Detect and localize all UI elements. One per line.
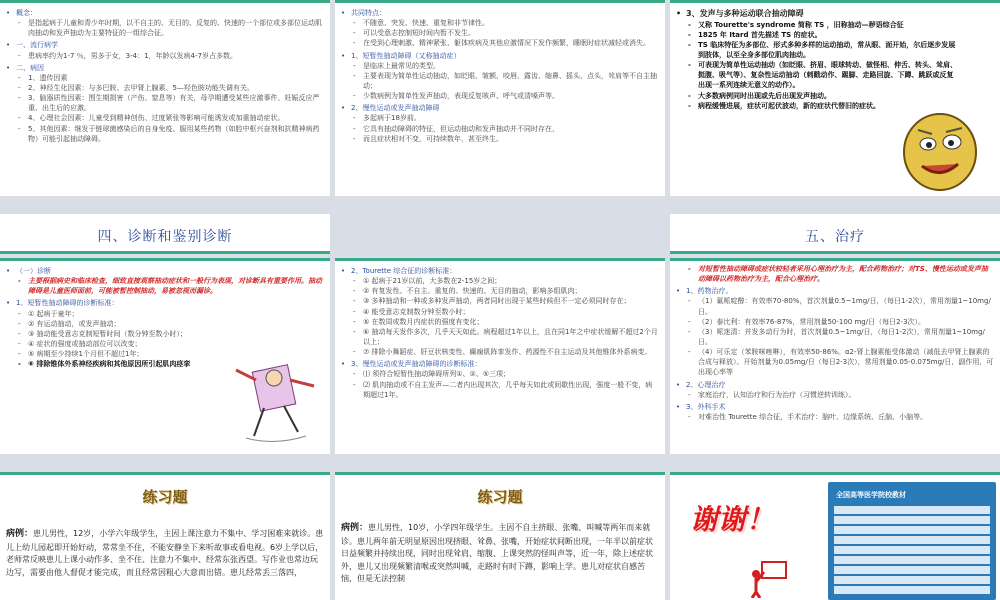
slide-top-bar xyxy=(0,0,330,3)
bullet-item: - ⑤ 病期至少持续1个月但不超过1年； xyxy=(6,349,324,359)
case-label: 病例： xyxy=(6,529,34,539)
bullet-item: - ⑥ 排除锥体外系神经疾病和其他原因所引起肌肉痉挛 xyxy=(6,359,324,369)
case-text xyxy=(341,522,659,594)
slide-bullets xyxy=(6,8,324,144)
bullet-item: - 是临床上最常见的类型。 xyxy=(341,61,659,71)
exercise-title: 练习题 xyxy=(477,488,523,506)
bullet-item: - 3、脑器质性因素：围生期损害（产伤、窒息等）有关，母孕期遭受某些应激事件、妊娠反应严重、出生后的应激。 xyxy=(6,93,324,113)
slide-exercise-2[interactable] xyxy=(335,472,665,600)
bullet-item: - ③ 抽动能受意志克制短暂时间（数分钟至数小时）； xyxy=(6,329,324,339)
bullet-item: - 在受到心理刺激、精神紧张、躯体疾病及其他应激情况下发作频繁，睡眠时症状减轻或消失。 xyxy=(341,38,659,48)
bullet-item: - 大多数病例同时出现或先后出现发声抽动。 xyxy=(676,91,960,101)
slide-tourette-criteria[interactable] xyxy=(335,258,665,454)
bullet-item: - 病程缓慢进展，症状可起伏波动，新的症状代替旧的症状。 xyxy=(676,101,960,111)
bullet-item: - ④ 能受意志克制数分钟至数小时； xyxy=(341,307,659,317)
slide-top-bar xyxy=(0,258,330,261)
bullet-item: - 而且症状相对不变，可持续数年，甚至终生。 xyxy=(341,134,659,144)
bullet-item: - TS 临床特征为多部位、形式多种多样的运动抽动，常从眼、面开始，尔后逐步发展到肢体，以至全身多部位肌肉抽动。 xyxy=(676,40,960,60)
slide-top-bar xyxy=(0,472,330,475)
book-grid xyxy=(834,504,990,594)
slide-bottom-bar xyxy=(0,251,330,254)
bullet-item: - 患病率约为1-7 ％，男多于女，3-4：1，年龄以发病4-7岁占多数。 xyxy=(6,51,324,61)
bullet-item: - ⑴ 须符合短暂性抽动障碍所列①、②、⑤三项； xyxy=(341,369,659,379)
bullet-item: • 二、病因 xyxy=(6,63,324,73)
slide-section-diagnosis[interactable] xyxy=(0,214,330,254)
bullet-item: • 概念： xyxy=(6,8,324,18)
bullet-item: - （1）氟哌啶醇：有效率70-80%，首次剂量0.5~1mg/日，（每日1-2次），常用剂量1~10mg/日。 xyxy=(676,296,994,316)
slide-bullets xyxy=(676,264,994,422)
bullet-item: • 一、流行病学 xyxy=(6,40,324,50)
bullet-item: - 2、神经生化因素：与多巴胺、去甲肾上腺素、5—羟色胺功能失调有关。 xyxy=(6,83,324,93)
bullet-item: • 3、外科手术 xyxy=(676,402,994,412)
bullet-item: - ⑥ 抽动每天发作多次，几乎天天如此。病程超过1年以上，且在同1年之中症状缓解不超过2个月以上； xyxy=(341,327,659,347)
bullet-item: - （3）哌迷清：并发多动行为时，首次剂量0.5~1mg/日，（每日1-2次），常用剂量1~10mg/日。 xyxy=(676,327,994,347)
bullet-item: - ③ 多种抽动和一种或多种发声抽动，两者同时出现于某些时候但不一定必须同时存在； xyxy=(341,296,659,306)
bullet-item: • 1、短暂性抽动障碍（又称抽动症） xyxy=(341,51,659,61)
bullet-item: • 共同特点： xyxy=(341,8,659,18)
bullet-item: • 2、心理治疗 xyxy=(676,380,994,390)
bullet-item: - 多起病于18岁前。 xyxy=(341,113,659,123)
bullet-item: - 是指起病于儿童和青少年时期，以不自主的、无目的、反复的、快速的一个部位或多部位运动肌肉抽动和发声抽动为主要特征的一组综合征。 xyxy=(6,18,324,38)
bullet-item: - 1825 年 Itard 首先描述 TS 的症状。 xyxy=(676,30,960,40)
bullet-item: - 可以受意志控制短时间内暂不发生。 xyxy=(341,28,659,38)
bullet-item: - ② 有复发性、不自主、重复的、快速的、无目的抽动，影响多组肌肉； xyxy=(341,286,659,296)
bullet-item: - 它具有抽动障碍的特征，但运动抽动和发声抽动并不同时存在， xyxy=(341,124,659,134)
bullet-item: • 2、Tourette 综合征的诊断标准： xyxy=(341,266,659,276)
bullet-item: - 又称 Tourette's syndrome 简称 TS ，旧称抽动—秽语综合征 xyxy=(676,20,960,30)
slide-bullets xyxy=(341,266,659,400)
bullet-item: - 对难治性 Tourette 综合征，手术治疗：脑叶、边缘系统、丘脑、小脑等。 xyxy=(676,412,994,422)
section-title: 五、治疗 xyxy=(805,229,865,245)
bullet-item: • 2、慢性运动或发声抽动障碍 xyxy=(341,103,659,113)
slide-diagnosis-criteria[interactable] xyxy=(0,258,330,454)
bullet-item: - 少数病例为简单性发声抽动，表现反复咳声、呼气或清嗓声等。 xyxy=(341,91,659,101)
bullet-item: - （4）可乐定（苯胺咪唑啉），有效率50-86%。α2-肾上腺素能受体激动（减低去甲肾上腺素的合成与释放）。开始剂量为0.05mg/日（每日2-3次），常用剂量0.05-0.075mg/日，副作用，可出现心率等 xyxy=(676,347,994,377)
bullet-item: - 不随意、突发、快速、重复和非节律性。 xyxy=(341,18,659,28)
bullet-item: - ① 起病于童年； xyxy=(6,309,324,319)
textbook-cover xyxy=(828,482,996,600)
bullet-item: - 家庭治疗，认知治疗和行为治疗（习惯逆转训练）。 xyxy=(676,390,994,400)
slide-common-features[interactable] xyxy=(335,0,665,196)
bullet-item: • 3、慢性运动或发声抽动障碍的诊断标准： xyxy=(341,359,659,369)
slide-bottom-bar xyxy=(670,251,1000,254)
slide-bullets xyxy=(341,8,659,144)
case-body: 患儿男性，10岁，小学四年级学生。主因不自主挤眼、张嘴、叫喊等两年而来就诊。患儿两年前无明显原因出现挤眼、耸鼻、张嘴，开始症状间断出现，一年半以前症状日益频繁并持续出现，同时出现耸肩、缩腹、上课突然的怪叫声等，近一年，除上述症状外，患儿又出现频繁清喉或突然叫喊，走路时有时下蹲，影响上学。患儿对症状自感苦恼，但是无法控制 xyxy=(341,523,653,584)
bullet-item: - ② 有运动抽动，或发声抽动； xyxy=(6,319,324,329)
bullet-item: - （2）泰比利：有效率76-87%，常用剂量50-100 mg/日（每日2-3次）。 xyxy=(676,317,994,327)
bullet-item: - 4、心理社会因素：儿童受到精神创伤、过度紧张等影响可能诱发或加重抽动症状。 xyxy=(6,113,324,123)
bullet-item: • （一）诊断 xyxy=(6,266,324,276)
section-title: 四、诊断和鉴别诊断 xyxy=(97,229,233,245)
bullet-item: • 3、发声与多种运动联合抽动障碍 xyxy=(676,8,960,20)
exercise-title: 练习题 xyxy=(142,488,188,506)
bullet-item: - ⑦ 排除小舞蹈症、肝豆状核变性、癫痫肌阵挛发作、药源性不自主运动及其他锥体外系病变。 xyxy=(341,347,659,357)
bullet-item: - 可表现为简单性运动抽动（如眨眼、挤眉、眼球转动、做怪相、伸舌、转头、耸肩、挺腹、吸气等）、复杂性运动抽动（刺戳动作、踢脚、走路回旋、下蹲、跳跃或反复出现一系列连续无意义的动作）。 xyxy=(676,60,960,90)
bullet-item: - ⑵ 肌肉抽动或不自主发声—二者内出现其次，几乎每天如此或间歇性出现，强度一般不变，病期超过1年。 xyxy=(341,380,659,400)
bullet-item: • 1、短暂性抽动障碍的诊断标准： xyxy=(6,298,324,308)
slide-top-bar xyxy=(335,258,665,261)
bullet-item: - ④ 症状的强度或抽动部位可以改变； xyxy=(6,339,324,349)
slide-top-bar xyxy=(670,472,1000,475)
slide-top-bar xyxy=(335,0,665,3)
case-label: 病例： xyxy=(341,523,369,533)
bullet-item: - ⑤ 在数周或数月内症状的强度有变化； xyxy=(341,317,659,327)
slide-bullets xyxy=(6,266,324,369)
slide-top-bar xyxy=(670,258,1000,261)
book-title: 全国高等医学院校教材 xyxy=(836,491,906,499)
bullet-item: - ① 起病于21岁以前，大多数在2-15岁之间； xyxy=(341,276,659,286)
slide-overview[interactable] xyxy=(0,0,330,196)
thanks-text: 谢谢！ xyxy=(690,503,775,536)
dancer-illustration xyxy=(226,358,322,448)
case-text xyxy=(6,528,324,594)
bullet-item: - 对短暂性抽动障碍或症状较轻者采用心理治疗为主，配合药物治疗；对TS、慢性运动或发声抽动障碍以药物治疗为主，配合心理治疗。 xyxy=(676,264,994,284)
case-body: 患儿男性，12岁，小学六年级学生，主因上课注意力不集中、学习困难来就诊。患儿上幼儿园起即开始好动，常常坐不住，不能安静坐下来听故事或看电视。6岁上学以后，老师常反映患儿上课小动作多、坐不住、注意力不集中、经常东张西望。写作业也常边玩边写，需要由他人督促才能完成，而且经常因粗心大意而出错。患儿经常丢三落四， xyxy=(6,529,324,577)
bullet-item: - 5、其他因素：继发于链球菌感染后的自身免疫、服用某些药物（如腔中枢兴奋剂和抗精神病药物）可能引起抽动障碍。 xyxy=(6,124,324,144)
slide-bullets xyxy=(676,8,960,111)
slide-top-bar xyxy=(670,0,1000,3)
face-illustration xyxy=(898,108,982,192)
slide-exercise-1[interactable] xyxy=(0,472,330,600)
slide-treatment-content[interactable] xyxy=(670,258,1000,454)
bullet-item: - 主要根据病史和临床检查，细致直接观察抽动症状和一般行为表现，对诊断具有重要作用。抽动障碍是儿童医师面前，可能被暂控制抽动，易被忽视而漏诊。 xyxy=(6,276,324,296)
slide-section-treatment[interactable] xyxy=(670,214,1000,254)
bullet-item: - 主要表现为简单性运动抽动，如眨眼、皱额、咬唇、露齿、缩鼻、摇头、点头，耸肩等不自主抽动； xyxy=(341,71,659,91)
slide-thanks[interactable] xyxy=(670,472,1000,600)
bullet-item: • 1、药物治疗。 xyxy=(676,286,994,296)
slide-tourette[interactable] xyxy=(670,0,1000,196)
teacher-icon xyxy=(748,558,788,598)
slide-top-bar xyxy=(335,472,665,475)
bullet-item: - 1、遗传因素 xyxy=(6,73,324,83)
